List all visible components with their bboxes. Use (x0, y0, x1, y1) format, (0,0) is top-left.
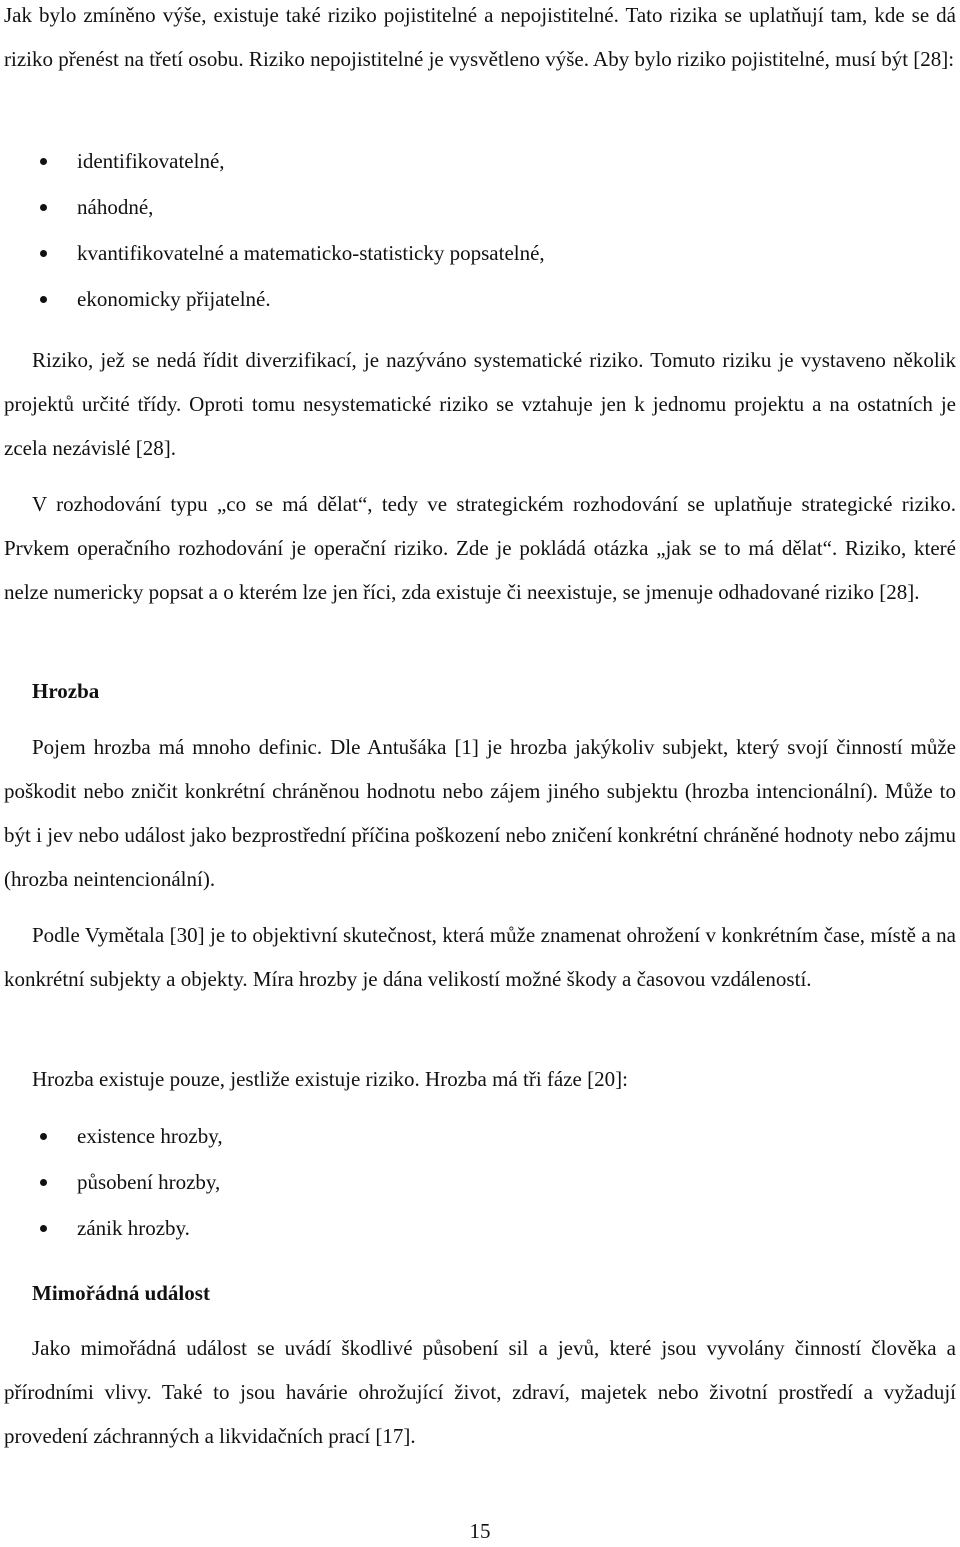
paragraph-insurable-risk: Jak bylo zmíněno výše, existuje také riziko pojistitelné a nepojistitelné. Tato rizika se uplatňují tam, kde se dá riziko přenést na třetí osobu. Riziko nepojistitelné je vysvětleno výše. Aby bylo riziko pojistitelné, musí být [28]: (4, 3, 956, 71)
list-item: zánik hrozby. (0, 1205, 960, 1251)
list-item: kvantifikovatelné a matematicko-statisticky popsatelné, (0, 230, 960, 276)
paragraph-systematic-risk: Riziko, jež se nedá řídit diverzifikací, je nazýváno systematické riziko. Tomuto riziku je vystaveno několik projektů určité třídy. Oproti tomu nesystematické riziko se vztahuje jen k jednomu projektu a na ostatních je zcela nezávislé [28]. (4, 348, 956, 460)
heading-mimoradna-udalost: Mimořádná událost (32, 1281, 210, 1305)
page-number: 15 (469, 1519, 491, 1543)
bullet-icon (40, 250, 47, 257)
paragraph-emergency-event: Jako mimořádná událost se uvádí škodlivé působení sil a jevů, které jsou vyvolány činností člověka a přírodními vlivy. Také to jsou havárie ohrožující život, zdraví, majetek nebo životní prostředí a vyžadují provedení záchranných a likvidačních prací [17]. (4, 1336, 956, 1448)
bullet-icon (40, 1225, 47, 1232)
insurable-risk-criteria-list (0, 138, 960, 322)
paragraph-strategic-risk: V rozhodování typu „co se má dělat“, tedy ve strategickém rozhodování se uplatňuje strategické riziko. Prvkem operačního rozhodování je operační riziko. Zde je pokládá otázka „jak se to má dělat“. Riziko, které nelze numericky popsat a o kterém lze jen říci, zda existuje či neexistuje, se jmenuje odhadované riziko [28]. (4, 492, 956, 604)
bullet-icon (40, 296, 47, 303)
list-item: ekonomicky přijatelné. (0, 276, 960, 322)
list-item: působení hrozby, (0, 1159, 960, 1205)
list-item: identifikovatelné, (0, 138, 960, 184)
bullet-icon (40, 1179, 47, 1186)
paragraph-threat-phases: Hrozba existuje pouze, jestliže existuje riziko. Hrozba má tři fáze [20]: (32, 1067, 628, 1091)
paragraph-vymetal: Podle Vymětala [30] je to objektivní skutečnost, která může znamenat ohrožení v konkrétním čase, místě a na konkrétní subjekty a objekty. Míra hrozby je dána velikostí možné škody a časovou vzdáleností. (4, 923, 956, 991)
threat-phases-list (0, 1113, 960, 1251)
bullet-icon (40, 204, 47, 211)
bullet-icon (40, 1133, 47, 1140)
heading-hrozba: Hrozba (32, 679, 100, 703)
bullet-icon (40, 158, 47, 165)
list-item: existence hrozby, (0, 1113, 960, 1159)
list-item: náhodné, (0, 184, 960, 230)
paragraph-threat-definition: Pojem hrozba má mnoho definic. Dle Antušáka [1] je hrozba jakýkoliv subjekt, který svojí činností může poškodit nebo zničit konkrétní chráněnou hodnotu nebo zájem jiného subjektu (hrozba intencionální). Může to být i jev nebo událost jako bezprostřední příčina poškození nebo zničení konkrétní chráněné hodnoty nebo zájmu (hrozba neintencionální). (4, 735, 956, 891)
